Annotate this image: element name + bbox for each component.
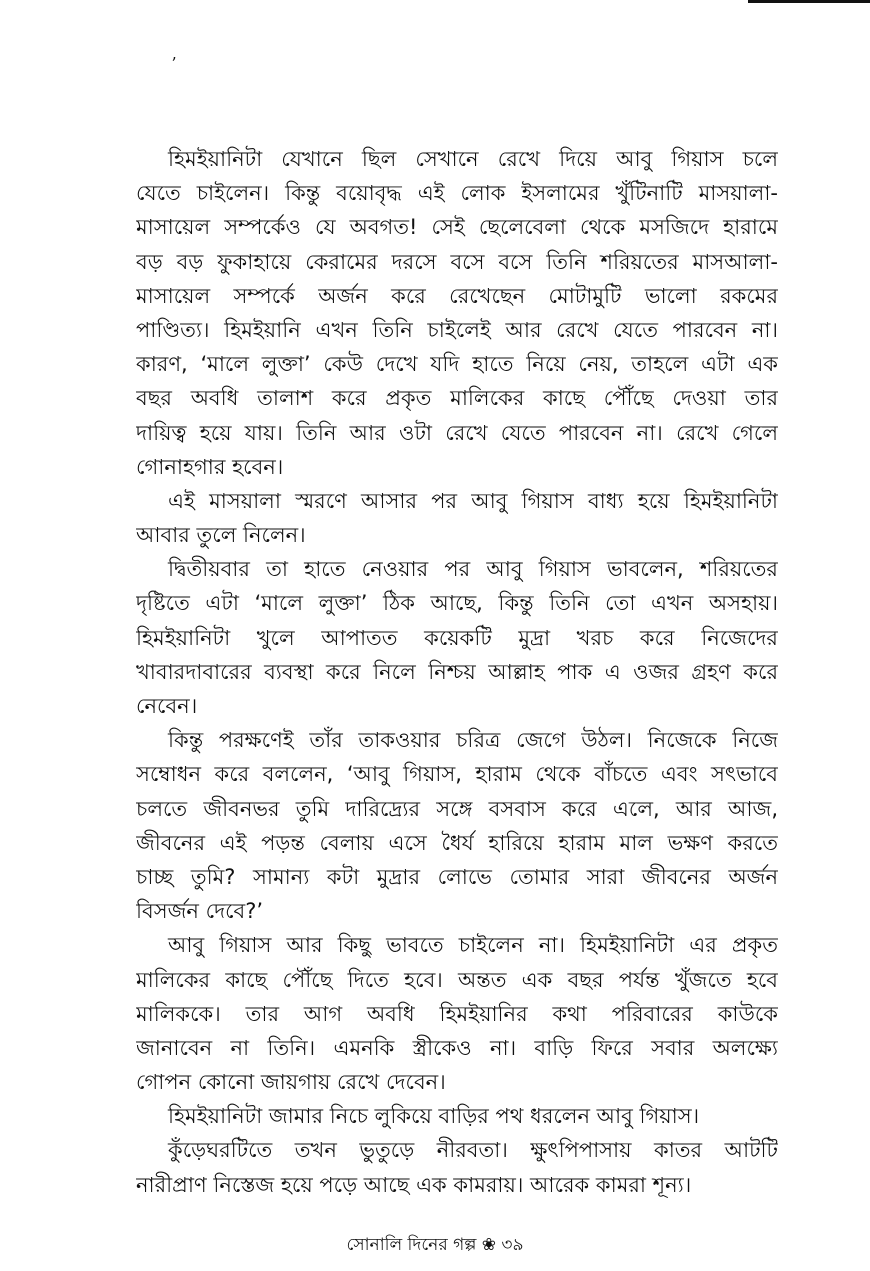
text-line: হিমইয়ানিটা জামার নিচে লুকিয়ে বাড়ির পথ ধরলেন আবু গিয়াস। [168,1104,700,1129]
paragraph [136,928,778,1099]
text-line: মালিকের কাছে পৌঁছে দিতে হবে। অন্তত এক বছর পর্যন্ত খুঁজতে হবে [136,967,778,992]
text-line: কিন্তু পরক্ষণেই তাঁর তাকওয়ার চরিত্র জেগে উঠল। নিজেকে নিজে [168,728,778,753]
footer-flower-icon: ❀ [481,1235,497,1255]
text-line: কুঁড়েঘরটিতে তখন ভুতুড়ে নীরবতা। ক্ষুৎপিপাসায় কাতর আটটি [168,1138,778,1163]
text-line: মাসায়েল সম্পর্কেও যে অবগত! সেই ছেলেবেলা থেকে মসজিদে হারামে [136,215,778,240]
text-line: নারীপ্রাণ নিস্তেজ হয়ে পড়ে আছে এক কামরায়। আরেক কামরা শূন্য। [136,1172,692,1197]
text-line: পাণ্ডিত্য। হিমইয়ানি এখন তিনি চাইলেই আর রেখে যেতে পারবেন না। [136,317,778,342]
text-line: জানাবেন না তিনি। এমনকি স্ত্রীকেও না। বাড়ি ফিরে সবার অলক্ষ্যে [136,1035,778,1060]
top-corner-rule [748,0,870,3]
paragraph [136,552,778,723]
text-line: চলতে জীবনভর তুমি দারিদ্র্যের সঙ্গে বসবাস করে এলে, আর আজ, [136,796,778,821]
paragraph [136,484,778,552]
text-line: মাসায়েল সম্পর্কে অর্জন করে রেখেছেন মোটামুটি ভালো রকমের [136,283,778,308]
text-line: হিমইয়ানিটা যেখানে ছিল সেখানে রেখে দিয়ে আবু গিয়াস চলে [168,147,778,171]
text-line: দৃষ্টিতে এটা ‘মালে লুক্তা’ ঠিক আছে, কিন্তু তিনি তো এখন অসহায়। [136,591,778,616]
page-body-text [136,142,778,1202]
text-line: বিসর্জন দেবে?’ [136,899,264,924]
text-line: চাচ্ছ তুমি? সামান্য কটা মুদ্রার লোভে তোমার সারা জীবনের অর্জন [136,864,778,889]
text-line: যেতে চাইলেন। কিন্তু বয়োবৃদ্ধ এই লোক ইসলামের খুঁটিনাটি মাসয়ালা- [136,181,778,206]
page-footer [0,1234,870,1256]
paragraph [136,1133,778,1201]
text-line: হিমইয়ানিটা খুলে আপাতত কয়েকটি মুদ্রা খরচ করে নিজেদের [136,625,778,650]
text-line: খাবারদাবারের ব্যবস্থা করে নিলে নিশ্চয় আল্লাহ পাক এ ওজর গ্রহণ করে [136,659,778,684]
text-line: মালিককে। তার আগ অবধি হিমইয়ানির কথা পরিবারের কাউকে [136,1001,778,1026]
text-line: আবু গিয়াস আর কিছু ভাবতে চাইলেন না। হিমইয়ানিটা এর প্রকৃত [168,933,778,958]
text-line: গোপন কোনো জায়গায় রেখে দেবেন। [136,1070,446,1095]
footer-book-title: সোনালি দিনের গল্প [346,1235,477,1255]
stray-ink-mark: ʼ [171,54,177,73]
footer-page-number: ৩৯ [501,1235,524,1255]
text-line: নেবেন। [136,694,198,718]
text-line: সম্বোধন করে বললেন, ‘আবু গিয়াস, হারাম থেকে বাঁচতে এবং সৎভাবে [136,762,778,787]
paragraph [136,1099,778,1133]
text-line: কারণ, ‘মালে লুক্তা’ কেউ দেখে যদি হাতে নিয়ে নেয়, তাহলে এটা এক [136,352,778,377]
text-line: দ্বিতীয়বার তা হাতে নেওয়ার পর আবু গিয়াস ভাবলেন, শরিয়তের [168,557,778,582]
text-line: দায়িত্ব হয়ে যায়। তিনি আর ওটা রেখে যেতে পারবেন না। রেখে গেলে [136,420,778,445]
text-line: বছর অবধি তালাশ করে প্রকৃত মালিকের কাছে পৌঁছে দেওয়া তার [136,386,778,411]
text-line: জীবনের এই পড়ন্ত বেলায় এসে ধৈর্য হারিয়ে হারাম মাল ভক্ষণ করতে [136,830,778,855]
text-line: গোনাহগার হবেন। [136,454,284,479]
paragraph [136,142,778,484]
text-line: বড় বড় ফুকাহায়ে কেরামের দরসে বসে বসে তিনি শরিয়তের মাসআলা- [136,249,778,274]
paragraph [136,723,778,928]
text-line: এই মাসয়ালা স্মরণে আসার পর আবু গিয়াস বাধ্য হয়ে হিমইয়ানিটা [168,488,778,513]
text-line: আবার তুলে নিলেন। [136,523,306,548]
